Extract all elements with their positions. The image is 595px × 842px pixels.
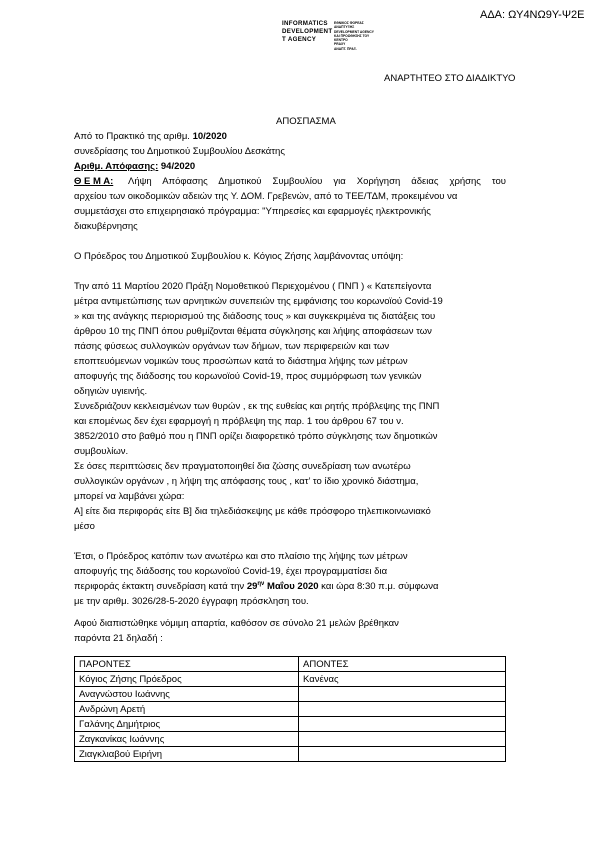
para2-line: συμβουλίων. xyxy=(74,446,129,457)
session-date-line xyxy=(74,581,438,592)
para4-line: Α] είτε δια περιφοράς είτε Β] δια τηλεδιάσκεψης με κάθε πρόσφορο τηλεπικοινωνιακό xyxy=(74,506,431,517)
para4-line: μέσο xyxy=(74,521,95,532)
para1-line: » και της ανάγκης περιορισμού της διάδοσης τους » και συγκεκριμένα τις διατάξεις του xyxy=(74,311,436,322)
column-header-present: ΠΑΡΟΝΤΕΣ xyxy=(75,657,299,672)
para3-line: συλλογικών οργάνων , η λήψη της απόφασης τους , κατ’ το ίδιο χρονικό διάστημα, xyxy=(74,476,419,487)
minutes-reference-text: Από το Πρακτικό της αριθμ. xyxy=(74,131,193,142)
subject-line-2: αρχείου των οικοδομικών αδειών της Υ. ΔΟΜ. Γρεβενών, από το ΤΕΕ/ΤΔΜ, προκειμένου να xyxy=(74,191,458,202)
absent-member xyxy=(299,687,506,702)
subject-line-4: διακυβέρνησης xyxy=(74,221,138,232)
para1-line: μέτρα αντιμετώπισης των αρνητικών συνεπειών της εμφάνισης του κορωνοϊού Covid-19 xyxy=(74,296,443,307)
logo-small-line: DEVELOPMENT AGENCY xyxy=(334,29,374,34)
table-row xyxy=(75,747,506,762)
quorum-line: Αφού διαπιστώθηκε νόμιμη απαρτία, καθόσον σε σύνολο 21 μελών βρέθηκαν xyxy=(74,618,399,629)
column-header-absent: ΑΠΟΝΤΕΣ xyxy=(299,657,506,672)
session-date-text: περιφοράς έκτακτη συνεδρίαση κατά την xyxy=(74,581,247,593)
table-row xyxy=(75,672,506,687)
para5-line: αποφυγής της διάδοσης του κορωνοϊού Covid-19, έχει προγραμματίσει δια xyxy=(74,566,388,577)
para2-line: 3852/2010 στο βαθμό που η ΠΝΠ ορίζει διαφορετικό τρόπο σύγκλησης των δημοτικών xyxy=(74,431,438,442)
para2-line: Συνεδριάζουν κεκλεισμένων των θυρών , εκ της ευθείας και ρητής πρόβλεψης της ΠΝΠ xyxy=(74,401,440,412)
ada-code: ΑΔΑ: ΩΥ4ΝΩ9Υ-Ψ2Ε xyxy=(480,9,585,21)
para3-line: μπορεί να λαμβάνει χώρα: xyxy=(74,491,185,502)
session-month-year: Μαΐου 2020 xyxy=(264,581,319,593)
para1-line: οδηγιών υγιεινής. xyxy=(74,386,148,397)
logo-small-line: ΕΘΝΙΚΟΣ ΦΟΡΕΑΣ xyxy=(334,21,364,25)
session-day: 29 xyxy=(246,581,258,593)
table-header-row xyxy=(75,657,506,672)
table-row xyxy=(75,687,506,702)
present-member: Ζαγκανίκας Ιωάννης xyxy=(75,732,299,747)
table-row xyxy=(75,702,506,717)
minutes-reference xyxy=(74,131,227,142)
subject-label: Θ Ε Μ Α: xyxy=(74,176,114,187)
logo-small-line: PRAXY xyxy=(334,42,346,47)
session-time-label: και ώρα xyxy=(318,581,358,593)
para2-line: και επομένως δεν έχει εφαρμογή η πρόβλεψη της παρ. 1 του άρθρου 67 του ν. xyxy=(74,416,404,427)
logo-small-line: ΚΕΝΤΡΟ xyxy=(334,38,348,43)
subject-text: Λήψη Απόφασης Δημοτικού Συμβουλίου για Χορήγηση άδειας χρήσης του xyxy=(128,176,506,187)
table-row xyxy=(75,717,506,732)
subject-line-1 xyxy=(74,176,506,187)
para5-line: Έτσι, ο Πρόεδρος κατόπιν των ανωτέρω και στο πλαίσιο της λήψης των μέτρων xyxy=(74,551,408,562)
present-member: Αναγνώστου Ιωάννης xyxy=(75,687,299,702)
para1-line: πάσης φύσεως συλλογικών οργάνων των δήμων, των περιφερειών και των xyxy=(74,341,390,352)
logo-name-line: INFORMATICS xyxy=(282,20,328,27)
para5-line: με την αριθμ. 3026/28-5-2020 έγγραφη πρόσκληση του. xyxy=(74,596,309,607)
minutes-number: 10/2020 xyxy=(192,131,227,142)
absent-member xyxy=(299,747,506,762)
present-member: Ανδρώνη Αρετή xyxy=(75,702,299,717)
decision-number-line xyxy=(74,161,195,172)
attendance-table xyxy=(74,656,506,762)
logo-small-line: ΑΝΑΠΤ. ΠΡΑΞ. xyxy=(334,46,357,51)
para1-line: αποφυγής της διάδοσης του κορωνοϊού Covid-19, προς συμμόρφωση των γενικών xyxy=(74,371,422,382)
quorum-line: παρόντα 21 δηλαδή : xyxy=(74,633,163,644)
present-member: Γαλάνης Δημήτριος xyxy=(75,717,299,732)
logo-name-line: T AGENCY xyxy=(282,36,317,44)
logo-name-line: DEVELOPMENT xyxy=(282,28,333,36)
present-member: Ζιαγκλιαβού Ειρήνη xyxy=(75,747,299,762)
present-member: Κόγιος Ζήσης Πρόεδρος xyxy=(75,672,299,687)
para1-line: άρθρου 10 της ΠΝΠ όπου ρυθμίζονται θέματα σύγκλησης και λήψης αποφάσεων των xyxy=(74,326,432,337)
logo-small-text xyxy=(334,21,374,51)
day-suffix: ην xyxy=(257,581,265,587)
session-time: 8:30 π.μ. σύμφωνα xyxy=(357,581,439,593)
document-title: ΑΠΟΣΠΑΣΜΑ xyxy=(276,116,336,127)
decision-number-label: Αριθμ. Απόφασης: xyxy=(74,161,159,172)
council-session-line: συνεδρίασης του Δημοτικού Συμβουλίου Δεσκάτης xyxy=(74,146,285,157)
table-row xyxy=(75,732,506,747)
absent-member xyxy=(299,732,506,747)
decision-number: 94/2020 xyxy=(158,161,196,172)
para1-line: εποπτευόμενων νομικών τους προσώπων κατά το διάστημα λήψης των μέτρων xyxy=(74,356,408,367)
logo-small-line: ΑΝΑΠΤΥΞΗΣ xyxy=(334,25,355,30)
para1-line: Την από 11 Μαρτίου 2020 Πράξη Νομοθετικού Περιεχομένου ( ΠΝΠ ) « Κατεπείγοντα xyxy=(74,281,432,292)
chair-statement: Ο Πρόεδρος του Δημοτικού Συμβουλίου κ. Κόγιος Ζήσης λαμβάνοντας υπόψη: xyxy=(74,251,404,262)
logo-small-line: ΚΑΙ ΠΡΟΩΘΗΣΗΣ ΤΟΥ xyxy=(334,33,370,38)
absent-member xyxy=(299,717,506,732)
post-online-label: ΑΝΑΡΤΗΤΕΟ ΣΤΟ ΔΙΑΔΙΚΤΥΟ xyxy=(384,73,516,84)
absent-member: Κανένας xyxy=(299,672,506,687)
informatics-agency-logo xyxy=(282,20,402,54)
absent-member xyxy=(299,702,506,717)
logo-name xyxy=(282,20,332,45)
subject-line-3: συμμετάσχει στο επιχειρησιακό πρόγραμμα: "Υπηρεσίες και εφαρμογές ηλεκτρονικής xyxy=(74,206,431,217)
para3-line: Σε όσες περιπτώσεις δεν πραγματοποιηθεί δια ζώσης συνεδρίαση των ανωτέρω xyxy=(74,461,411,472)
